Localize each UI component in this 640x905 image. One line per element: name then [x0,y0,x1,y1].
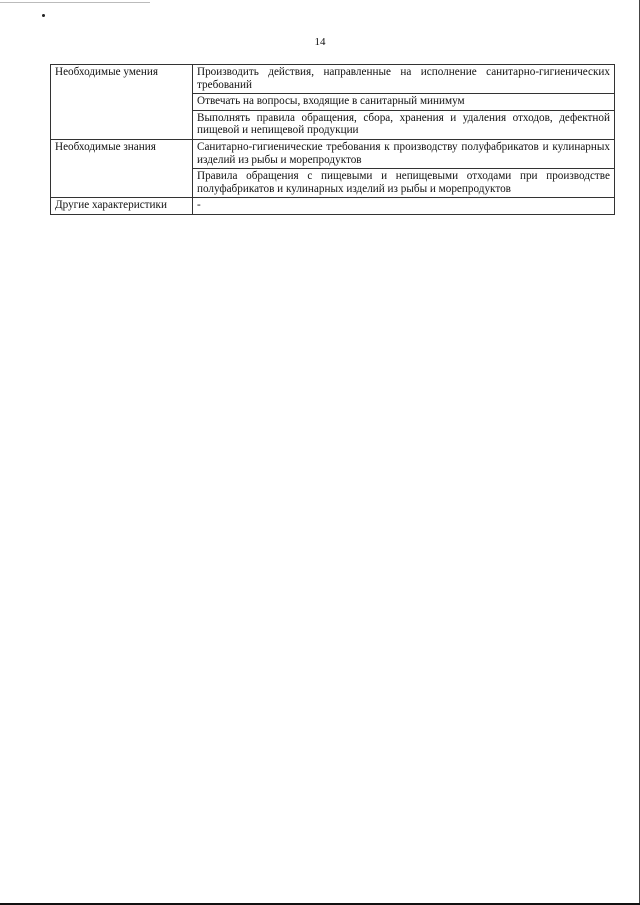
skill-item: Производить действия, направленные на исполнение санитарно-гигиенических требований [193,65,615,94]
row-label-other: Другие характеристики [51,198,193,215]
knowledge-item: Правила обращения с пищевыми и непищевыми отходами при производстве полуфабрикатов и кулинарных изделий из рыбы и морепродуктов [193,169,615,198]
page-number: 14 [314,36,326,48]
table-row [51,198,615,215]
skill-item: Отвечать на вопросы, входящие в санитарный минимум [193,94,615,111]
table-row [51,65,615,94]
scan-top-rule [0,2,150,3]
skill-item: Выполнять правила обращения, сбора, хранения и удаления отходов, дефектной пищевой и непищевой продукции [193,110,615,139]
knowledge-item: Санитарно-гигиенические требования к производству полуфабрикатов и кулинарных изделий из рыбы и морепродуктов [193,139,615,168]
other-item: - [193,198,615,215]
qualification-table [50,64,615,215]
scan-speck [42,14,45,17]
row-label-knowledge: Необходимые знания [51,139,193,197]
row-label-skills: Необходимые умения [51,65,193,140]
table-row [51,139,615,168]
